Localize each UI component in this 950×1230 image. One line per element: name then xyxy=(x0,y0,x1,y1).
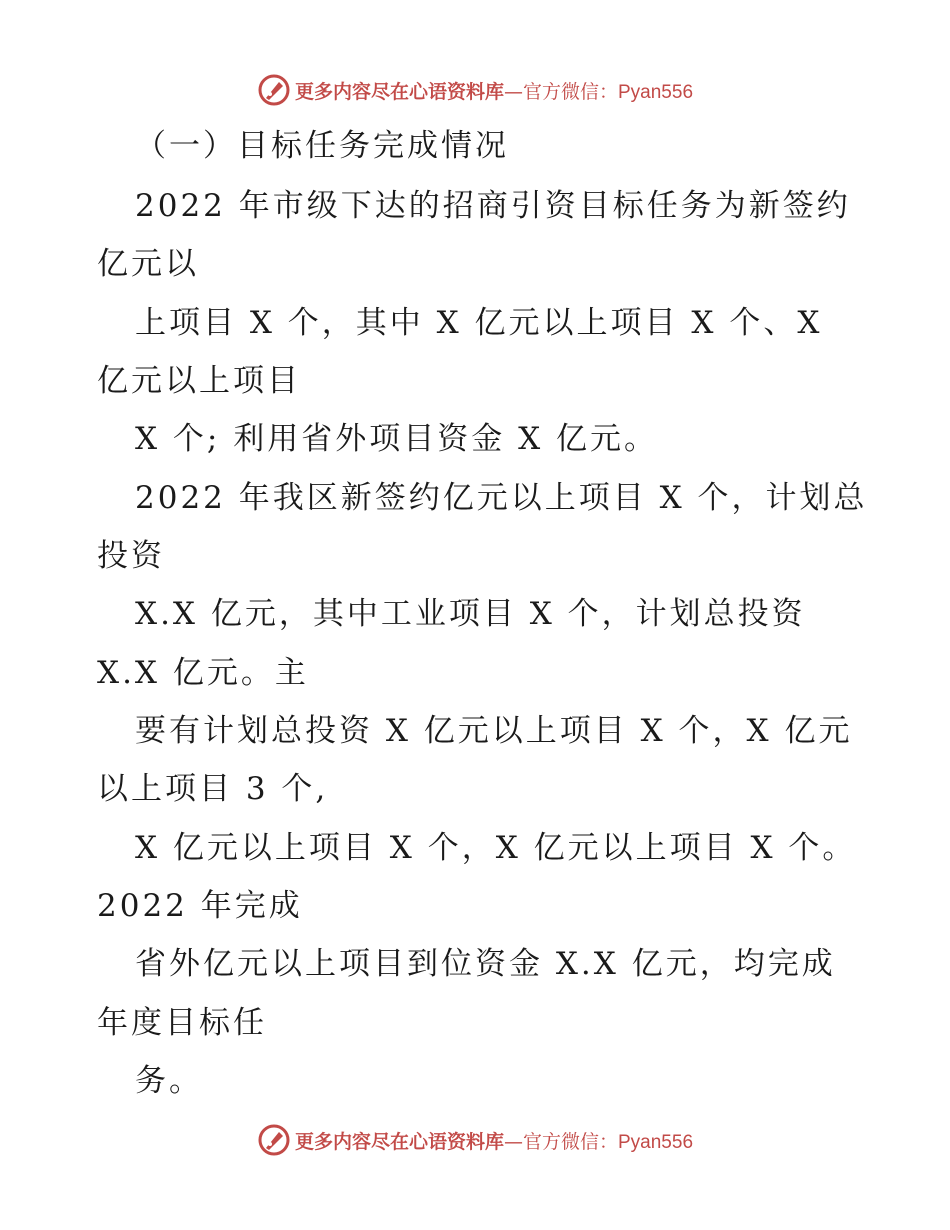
paragraph-line: X 个; 利用省外项目资金 X 亿元。 xyxy=(135,421,658,457)
paragraph-line: 省外亿元以上项目到位资金 X.X 亿元，均完成 xyxy=(135,946,836,982)
pen-nib-logo-icon xyxy=(257,73,291,107)
paragraph-line: X.X 亿元。主 xyxy=(97,655,309,691)
watermark-brand: 更多内容尽在心语资料库 xyxy=(294,1130,504,1153)
watermark-text xyxy=(295,77,693,104)
watermark-header xyxy=(0,70,950,110)
section-heading: （一）目标任务完成情况 xyxy=(135,128,509,164)
paragraph-line: 以上项目 3 个, xyxy=(97,771,329,807)
paragraph-line: X.X 亿元，其中工业项目 X 个，计划总投资 xyxy=(135,596,806,632)
watermark-footer xyxy=(0,1120,950,1160)
paragraph-line: 上项目 X 个，其中 X 亿元以上项目 X 个、X xyxy=(135,305,823,341)
paragraph-line: 年度目标任 xyxy=(97,1005,267,1041)
watermark-account: Pyan556 xyxy=(618,81,694,103)
paragraph-line: X 亿元以上项目 X 个，X 亿元以上项目 X 个。 xyxy=(135,830,857,866)
watermark-text xyxy=(295,1127,693,1154)
paragraph-line: 2022 年市级下达的招商引资目标任务为新签约 xyxy=(135,188,851,224)
paragraph-line: 亿元以 xyxy=(97,246,199,282)
watermark-wechat-label: 官方微信： xyxy=(522,80,618,103)
watermark-wechat-label: 官方微信： xyxy=(522,1130,618,1153)
paragraph-line: 投资 xyxy=(97,538,165,574)
watermark-separator: — xyxy=(503,80,523,103)
watermark-separator: — xyxy=(503,1130,523,1153)
paragraph-line: 2022 年完成 xyxy=(97,888,303,924)
paragraph-line: 2022 年我区新签约亿元以上项目 X 个，计划总 xyxy=(135,480,868,516)
paragraph-line: 务。 xyxy=(135,1063,203,1099)
watermark-brand: 更多内容尽在心语资料库 xyxy=(294,80,504,103)
paragraph-line: 要有计划总投资 X 亿元以上项目 X 个，X 亿元 xyxy=(135,713,853,749)
paragraph-line: 亿元以上项目 xyxy=(97,363,301,399)
pen-nib-logo-icon xyxy=(257,1123,291,1157)
watermark-account: Pyan556 xyxy=(618,1131,694,1153)
